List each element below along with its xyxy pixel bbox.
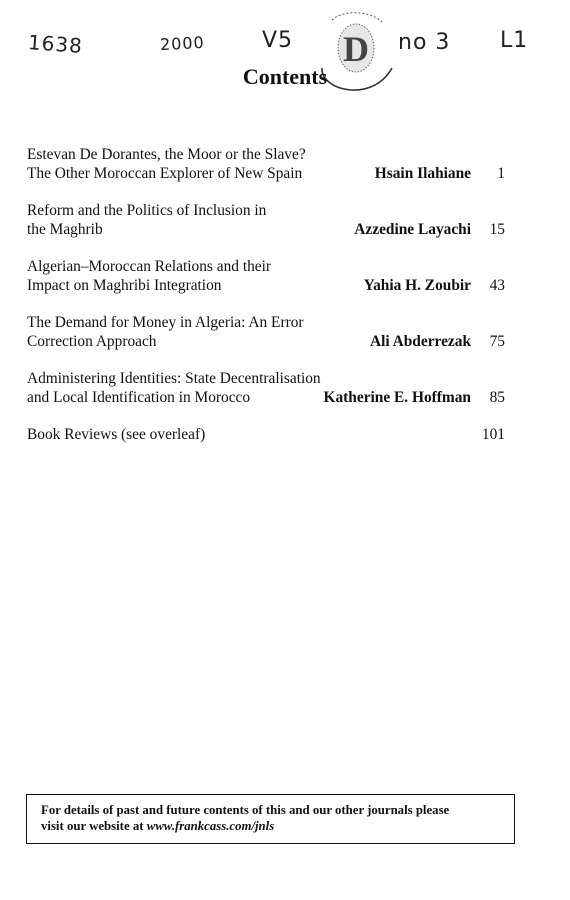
page-title: Contents xyxy=(242,64,328,89)
toc-entry-4-line2 xyxy=(27,333,505,352)
entry-author: Azzedine Layachi xyxy=(354,220,471,238)
toc-entry-3[interactable] xyxy=(27,258,505,295)
toc-entry-2[interactable] xyxy=(27,202,505,239)
entry-title-line1: Reform and the Politics of Inclusion in xyxy=(27,202,267,219)
toc-entry-2-line1 xyxy=(27,202,505,221)
toc-entry-5-line1 xyxy=(27,370,505,389)
footer-text-prefix: visit our website at xyxy=(41,818,147,833)
stamp-letter: D xyxy=(343,29,369,69)
toc-entry-5[interactable] xyxy=(27,370,505,407)
handwritten-note-2: 2000 xyxy=(159,32,206,55)
book-reviews-label: Book Reviews (see overleaf) xyxy=(27,426,206,443)
entry-title-line2: the Maghrib xyxy=(27,220,103,238)
entry-author: Katherine E. Hoffman xyxy=(323,388,471,406)
entry-title-line1: Algerian–Moroccan Relations and their xyxy=(27,258,272,275)
footer-text-line2 xyxy=(41,819,507,835)
entry-title-line2: The Other Moroccan Explorer of New Spain xyxy=(27,164,303,182)
toc-entry-5-line2 xyxy=(27,389,505,408)
toc-entry-3-line2 xyxy=(27,277,505,296)
toc-entry-4-line1 xyxy=(27,314,505,333)
toc-entry-1-line1 xyxy=(27,146,505,165)
entry-author: Ali Abderrezak xyxy=(369,332,471,350)
entry-title-line2: Correction Approach xyxy=(27,332,157,350)
website-notice-box xyxy=(26,794,515,844)
footer-text-line1: For details of past and future contents of this and our other journals please xyxy=(41,803,450,817)
toc-entry-4[interactable] xyxy=(27,314,505,351)
book-reviews-line xyxy=(27,426,505,445)
entry-page: 43 xyxy=(489,276,505,294)
toc-entry-1[interactable] xyxy=(27,146,505,183)
entry-title-line2: and Local Identification in Morocco xyxy=(27,388,251,406)
handwritten-note-4: no 3 xyxy=(398,30,451,55)
handwritten-note-5: L1 xyxy=(500,28,529,53)
toc-entry-3-line1 xyxy=(27,258,505,277)
handwritten-note-3: V5 xyxy=(262,28,294,53)
entry-author: Yahia H. Zoubir xyxy=(363,276,471,294)
website-link[interactable]: www.frankcass.com/jnls xyxy=(146,818,275,833)
book-reviews-page: 101 xyxy=(481,426,505,443)
entry-page: 85 xyxy=(489,388,505,406)
entry-page: 1 xyxy=(497,164,505,182)
entry-page: 75 xyxy=(489,332,505,350)
toc-entry-book-reviews[interactable] xyxy=(27,426,505,445)
toc-entry-2-line2 xyxy=(27,221,505,240)
toc-entry-1-line2 xyxy=(27,165,505,184)
entry-page: 15 xyxy=(489,220,505,238)
entry-title-line1: Estevan De Dorantes, the Moor or the Slave? xyxy=(27,146,306,163)
handwritten-note-1: 1638 xyxy=(27,30,84,58)
table-of-contents xyxy=(27,146,505,464)
entry-title-line2: Impact on Maghribi Integration xyxy=(27,276,222,294)
entry-title-line1: Administering Identities: State Decentralisation xyxy=(27,370,321,387)
entry-title-line1: The Demand for Money in Algeria: An Error xyxy=(27,314,304,331)
entry-author: Hsain Ilahiane xyxy=(374,164,471,182)
